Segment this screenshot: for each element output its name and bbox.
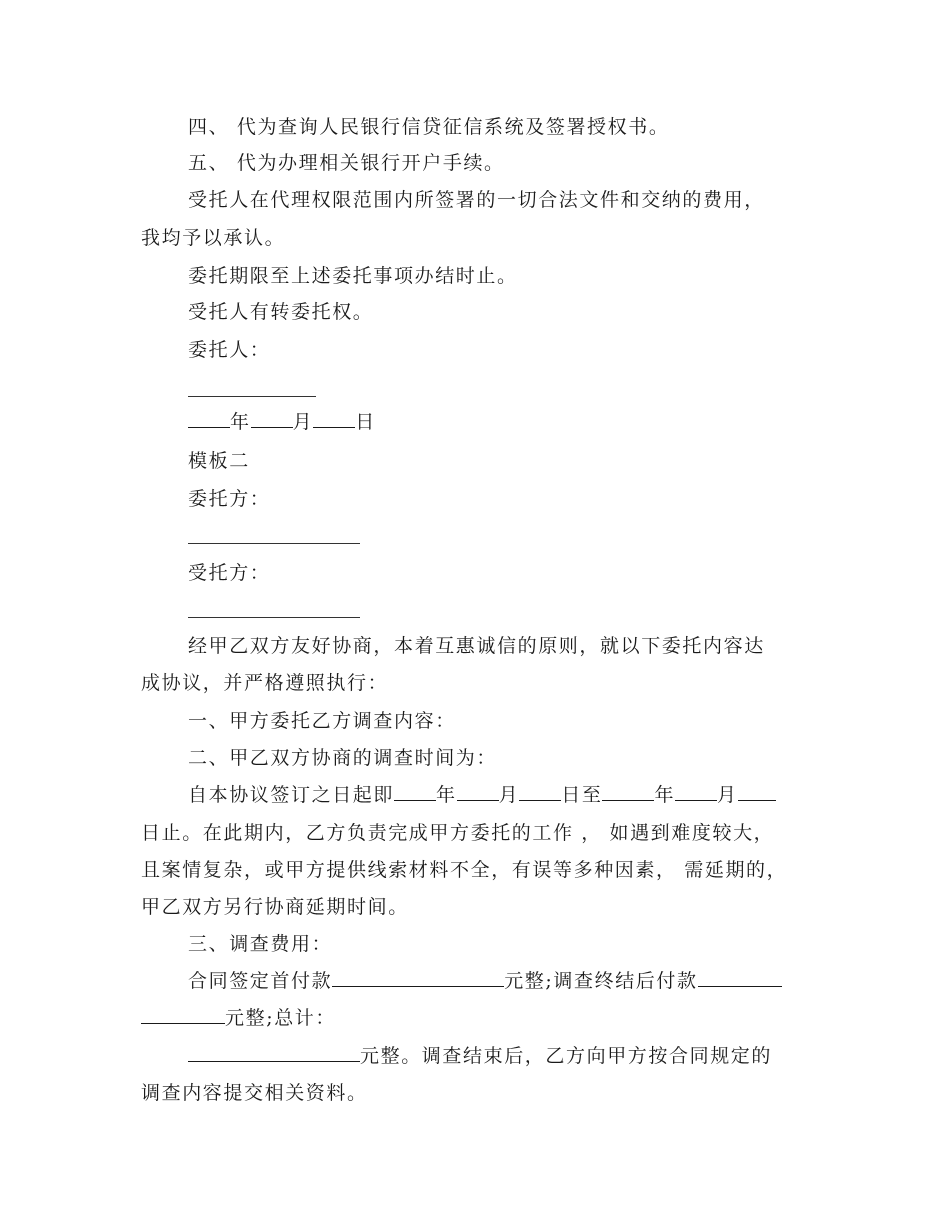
period-month2-blank: [675, 782, 717, 801]
sub-delegation: 受托人有转委托权。: [188, 301, 374, 323]
date-year-label: 年: [230, 411, 251, 433]
fee-total-blank: [188, 1043, 360, 1062]
fee-final-blank-part-2: [141, 1005, 225, 1024]
date-month-blank: [251, 409, 293, 428]
client-signature-line: [188, 543, 360, 544]
date-line: [188, 409, 376, 435]
paragraph-recognize-line-2: 我均予以承认。: [141, 227, 286, 249]
principal-label: 委托人：: [188, 339, 271, 361]
template-title: 模板二: [188, 450, 250, 472]
period-day-to-label: 日至: [561, 784, 603, 806]
section-2-heading: 二、甲乙双方协商的调查时间为：: [188, 747, 498, 769]
period-month-blank: [457, 782, 499, 801]
fee-final-blank-part-1: [698, 968, 782, 987]
fee-yuan-2-label: 元整;总计：: [225, 1007, 337, 1029]
period-continuation-2: 且案情复杂，或甲方提供线索材料不全，有误等多种因素， 需延期的，: [141, 859, 788, 881]
agreement-line-1: 经甲乙双方友好协商，本着互惠诚信的原则，就以下委托内容达: [188, 635, 765, 657]
period-month2-label: 月: [717, 784, 738, 806]
agent-label: 受托方：: [188, 562, 271, 584]
date-day-blank: [313, 409, 355, 428]
date-year-blank: [188, 409, 230, 428]
period-continuation-3: 甲乙双方另行协商延期时间。: [141, 896, 409, 918]
period-continuation-1: 日止。在此期内，乙方负责完成甲方委托的工作 ， 如遇到难度较大，: [141, 822, 775, 844]
section-1-heading: 一、甲方委托乙方调查内容：: [188, 710, 456, 732]
fee-line-2: [141, 1005, 336, 1031]
period-year2-label: 年: [654, 784, 676, 806]
date-month-label: 月: [292, 411, 314, 433]
paragraph-recognize-line-1: 受托人在代理权限范围内所签署的一切合法文件和交纳的费用，: [188, 189, 765, 211]
fee-line-3: [188, 1043, 772, 1069]
fee-line-1: [188, 968, 782, 994]
principal-signature-line: [188, 396, 316, 397]
fee-yuan-1-label: 元整;调查终结后付款: [504, 970, 698, 992]
section-3-heading: 三、调查费用：: [188, 933, 333, 955]
item-5: 五、 代为办理相关银行开户手续。: [188, 152, 505, 174]
period-day-blank: [519, 782, 561, 801]
fee-first-label: 合同签定首付款: [188, 970, 333, 992]
period-day2-blank: [738, 782, 776, 801]
fee-first-blank: [332, 968, 504, 987]
fee-last-line: 调查内容提交相关资料。: [141, 1082, 368, 1104]
period-year-label: 年: [436, 784, 457, 806]
client-label: 委托方：: [188, 488, 271, 510]
agreement-line-2: 成协议，并严格遵照执行：: [141, 672, 389, 694]
term-limit: 委托期限至上述委托事项办结时止。: [188, 265, 518, 287]
period-prefix: 自本协议签订之日起即: [188, 784, 395, 806]
fee-total-suffix: 元整。调查结束后，乙方向甲方按合同规定的: [360, 1045, 773, 1067]
agent-signature-line: [188, 617, 360, 618]
date-day-label: 日: [355, 411, 376, 433]
period-year2-blank: [602, 782, 654, 801]
period-year-blank: [394, 782, 436, 801]
item-4: 四、 代为查询人民银行信贷征信系统及签署授权书。: [188, 116, 670, 138]
period-line: [188, 782, 776, 808]
period-month-label: 月: [498, 784, 520, 806]
